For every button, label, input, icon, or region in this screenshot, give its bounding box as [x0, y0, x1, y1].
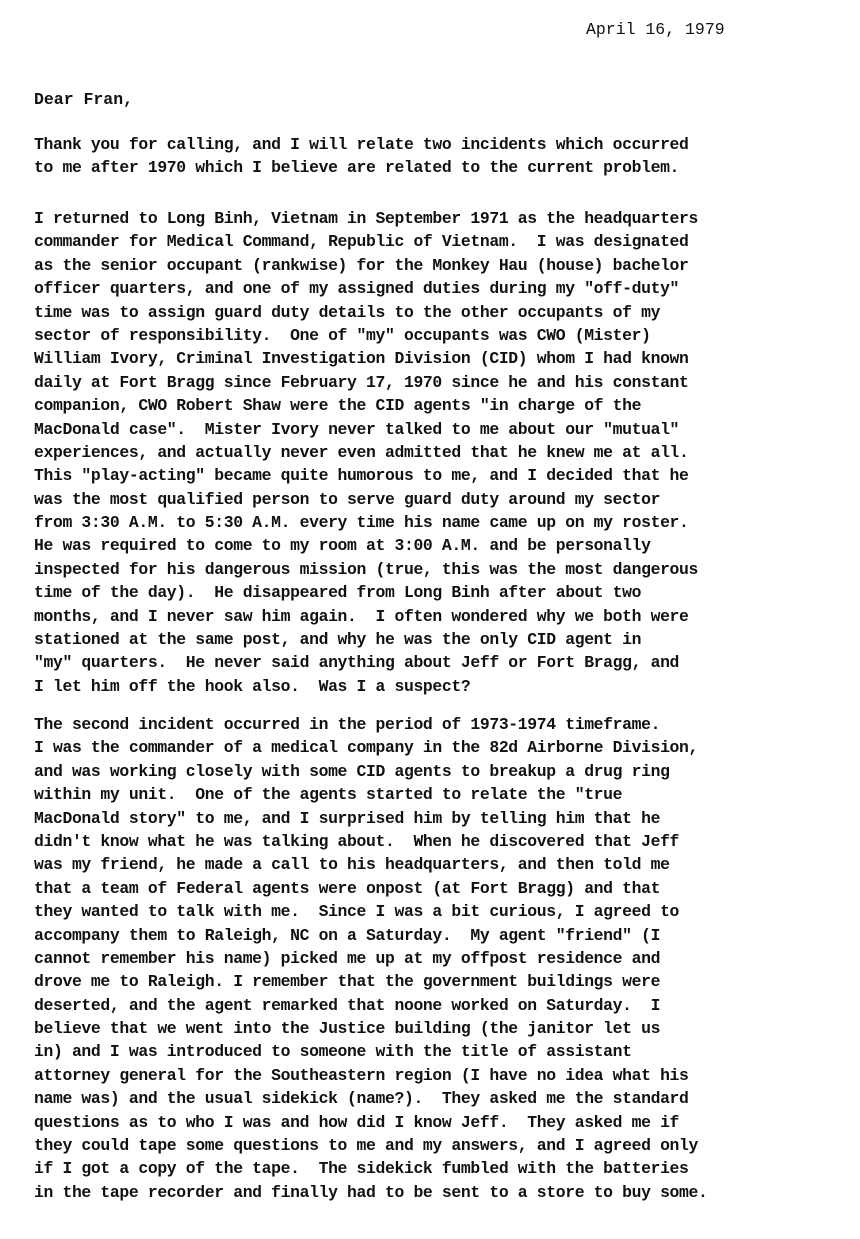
- text-line: if I got a copy of the tape. The sidekick fumbled with the batteries: [34, 1159, 689, 1179]
- text-line: time of the day). He disappeared from Long Binh after about two: [34, 583, 642, 603]
- text-line: to me after 1970 which I believe are related to the current problem.: [34, 158, 680, 178]
- text-line: The second incident occurred in the period of 1973-1974 timeframe.: [34, 715, 661, 734]
- text-line: stationed at the same post, and why he was the only CID agent in: [34, 630, 642, 650]
- text-line: in) and I was introduced to someone with the title of assistant: [34, 1042, 632, 1062]
- text-line: companion, CWO Robert Shaw were the CID agents "in charge of the: [34, 396, 642, 416]
- text-line: This "play-acting" became quite humorous to me, and I decided that he: [34, 466, 689, 486]
- text-line: attorney general for the Southeastern region (I have no idea what his: [34, 1065, 689, 1085]
- text-line: I returned to Long Binh, Vietnam in September 1971 as the headquarters: [34, 209, 699, 228]
- text-line: I was the commander of a medical company in the 82d Airborne Division,: [34, 738, 699, 758]
- text-line: believe that we went into the Justice building (the janitor let us: [34, 1019, 661, 1039]
- text-line: inspected for his dangerous mission (true, this was the most dangerous: [34, 559, 699, 579]
- paragraph-first-incident: [34, 207, 854, 698]
- text-line: cannot remember his name) picked me up at my offpost residence and: [34, 948, 661, 968]
- text-line: months, and I never saw him again. I often wondered why we both were: [34, 606, 689, 626]
- text-line: in the tape recorder and finally had to be sent to a store to buy some.: [34, 1182, 708, 1202]
- text-line: experiences, and actually never even admitted that he knew me at all.: [34, 442, 689, 462]
- text-line: was my friend, he made a call to his headquarters, and then told me: [34, 855, 670, 875]
- text-line: daily at Fort Bragg since February 17, 1970 since he and his constant: [34, 372, 689, 392]
- text-line: I let him off the hook also. Was I a suspect?: [34, 676, 471, 696]
- letter-date: April 16, 1979: [586, 20, 725, 39]
- text-line: accompany them to Raleigh, NC on a Saturday. My agent "friend" (I: [34, 925, 661, 945]
- text-line: He was required to come to my room at 3:00 A.M. and be personally: [34, 536, 651, 556]
- text-line: commander for Medical Command, Republic of Vietnam. I was designated: [34, 232, 689, 252]
- paragraph-second-incident: [34, 713, 854, 1204]
- text-line: questions as to who I was and how did I know Jeff. They asked me if: [34, 1112, 680, 1132]
- text-line: from 3:30 A.M. to 5:30 A.M. every time his name came up on my roster.: [34, 513, 689, 533]
- letter-salutation: Dear Fran,: [34, 90, 134, 109]
- text-line: Thank you for calling, and I will relate two incidents which occurred: [34, 135, 689, 154]
- text-line: sector of responsibility. One of "my" occupants was CWO (Mister): [34, 325, 651, 345]
- text-line: MacDonald case". Mister Ivory never talked to me about our "mutual": [34, 419, 680, 439]
- text-line: drove me to Raleigh. I remember that the government buildings were: [34, 972, 661, 992]
- text-line: as the senior occupant (rankwise) for the Monkey Hau (house) bachelor: [34, 255, 689, 275]
- text-line: was the most qualified person to serve guard duty around my sector: [34, 489, 661, 509]
- text-line: that a team of Federal agents were onpost (at Fort Bragg) and that: [34, 878, 661, 898]
- text-line: time was to assign guard duty details to the other occupants of my: [34, 302, 661, 322]
- text-line: "my" quarters. He never said anything about Jeff or Fort Bragg, and: [34, 653, 680, 673]
- text-line: didn't know what he was talking about. When he discovered that Jeff: [34, 831, 680, 851]
- text-line: William Ivory, Criminal Investigation Division (CID) whom I had known: [34, 349, 689, 369]
- text-line: they could tape some questions to me and my answers, and I agreed only: [34, 1136, 699, 1156]
- text-line: deserted, and the agent remarked that noone worked on Saturday. I: [34, 995, 661, 1015]
- text-line: officer quarters, and one of my assigned duties during my "off-duty": [34, 279, 680, 299]
- text-line: within my unit. One of the agents started to relate the "true: [34, 785, 623, 805]
- paragraph-intro: [34, 133, 854, 180]
- text-line: name was) and the usual sidekick (name?). They asked me the standard: [34, 1089, 689, 1109]
- text-line: they wanted to talk with me. Since I was a bit curious, I agreed to: [34, 902, 680, 922]
- text-line: and was working closely with some CID agents to breakup a drug ring: [34, 761, 670, 781]
- text-line: MacDonald story" to me, and I surprised him by telling him that he: [34, 808, 661, 828]
